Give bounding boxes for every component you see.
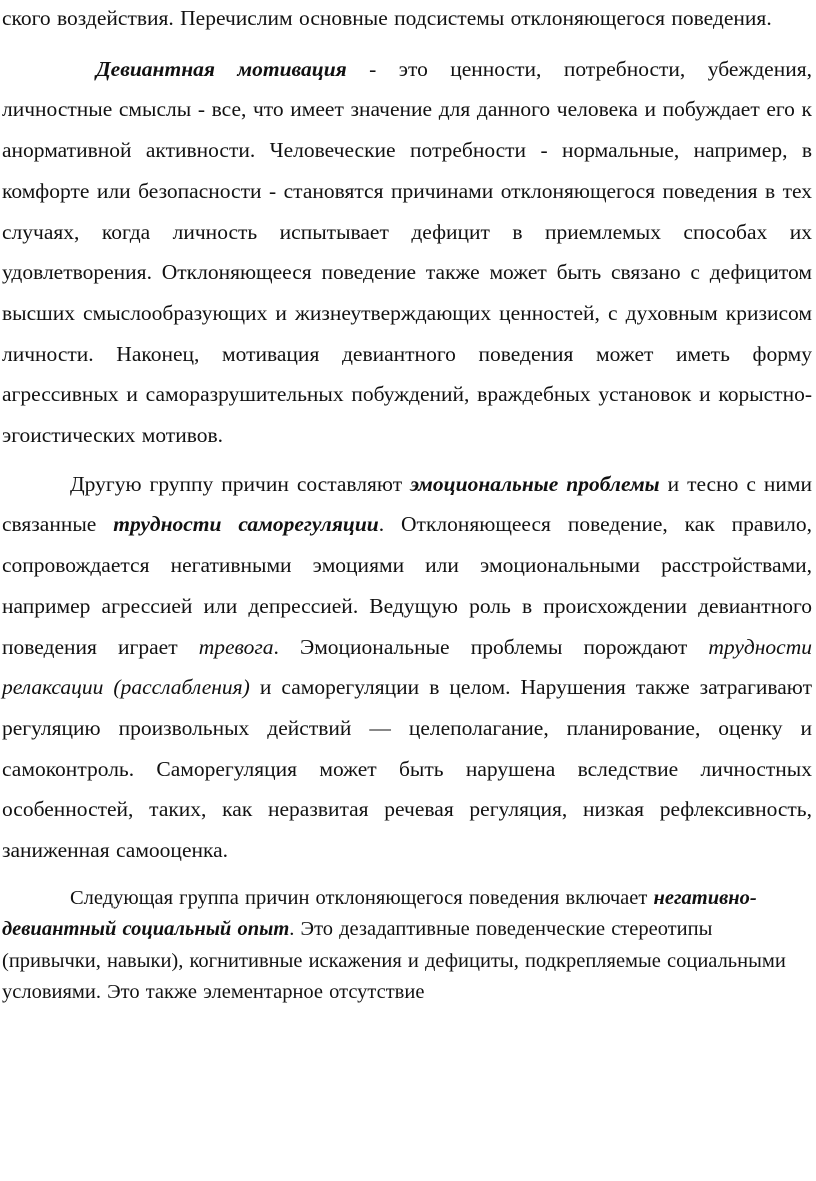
term-negative-social-experience: негативно-девиантный социальный опыт [2, 886, 757, 941]
paragraph-text: . Эмоциональные проблемы порождают [273, 634, 709, 659]
paragraph-text: ского воздействия. Перечислим основные подсистемы отклоняющегося поведения. [2, 6, 772, 30]
paragraph-text: . Это дезадаптивные поведенческие стереотипы (привычки, навыки), когнитивные искажения и дефициты, подкрепляемые социальными условиями. Это также элементарное отсутствие [2, 918, 786, 1004]
paragraph-text: - это ценности, потребности, убеждения, личностные смыслы - все, что имеет значение для данного человека и побуждает его к анормативной активности. Человеческие потребности - нормальные, например, в комфорте или безопасности - становятся причинами отклоняющегося поведения в тех случаях, когда личность испытывает дефицит в приемлемых способах их удовлетворения. Отклоняющееся поведение также может быть связано с дефицитом высших смыслообразующих и жизнеутверждающих ценностей, с духовным кризисом личности. Наконец, мотивация девиантного поведения может иметь форму агрессивных и саморазрушительных побуждений, враждебных установок и корыстно-эгоистических мотивов. [2, 56, 812, 448]
paragraph-text: . Отклоняющееся поведение, как правило, сопровождается негативными эмоциями или эмоциональными расстройствами, например агрессией или депрессией. Ведущую роль в происхождении девиантного поведения играет [2, 512, 812, 659]
paragraph-text: Следующая группа причин отклоняющегося поведения включает [70, 886, 654, 909]
paragraph-deviant-motivation [0, 49, 812, 456]
term-self-regulation-difficulties: трудности саморегуляции [113, 512, 379, 537]
paragraph-text: Другую группу причин составляют [70, 471, 411, 496]
paragraph-intro [0, 0, 812, 39]
paragraph-emotional-problems [0, 464, 812, 871]
paragraph-social-experience [0, 883, 812, 1009]
term-deviant-motivation: Девиантная мотивация [96, 56, 347, 81]
paragraph-text: и саморегуляции в целом. Нарушения также затрагивают регуляцию произвольных действий — целеполагание, планирование, оценку и самоконтроль. Саморегуляция может быть нарушена вследствие личностных особенностей, таких, как неразвитая речевая регуляция, низкая рефлексивность, заниженная самооценка. [2, 675, 812, 863]
term-emotional-problems: эмоциональные проблемы [410, 471, 660, 496]
term-anxiety: тревога [198, 634, 274, 659]
paragraph-text: и тесно с ними связанные [2, 471, 812, 537]
term-relaxation-difficulties: трудности релаксации (расслабления) [2, 634, 812, 700]
